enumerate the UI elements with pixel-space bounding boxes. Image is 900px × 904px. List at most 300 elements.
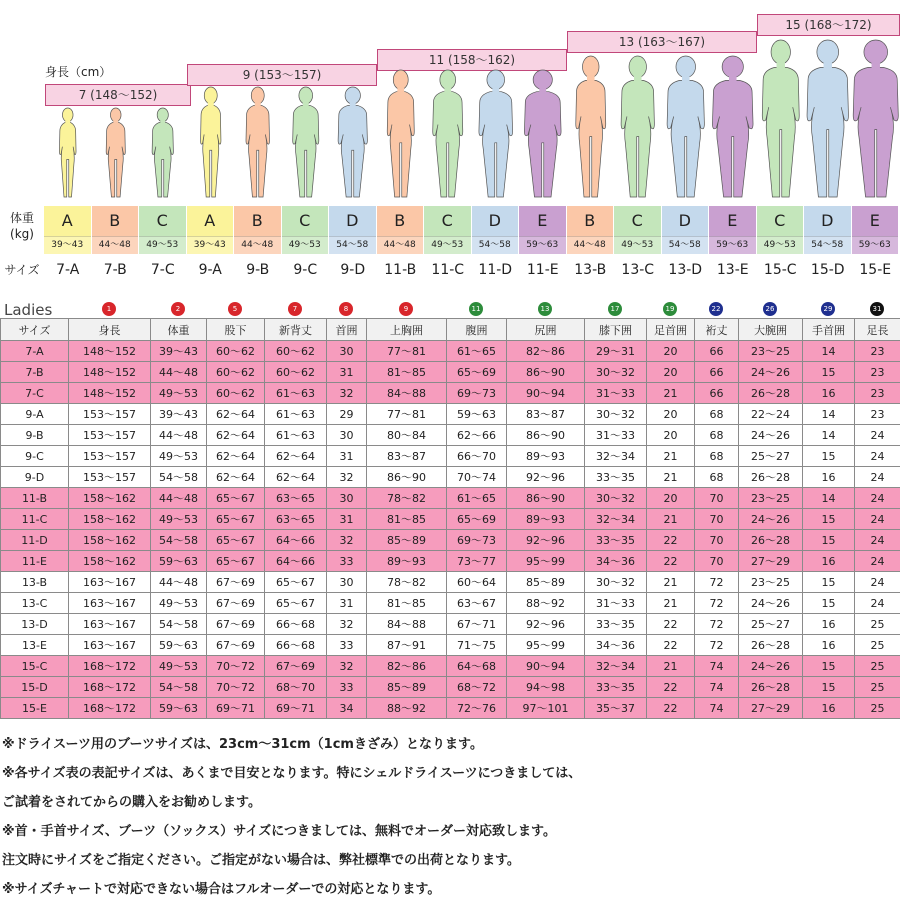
table-cell: 70〜72: [207, 677, 265, 698]
weight-range: 49〜53: [282, 236, 329, 255]
table-cell: 62〜64: [265, 446, 327, 467]
table-cell: 86〜90: [507, 425, 585, 446]
table-cell: 30〜32: [585, 572, 647, 593]
table-cell: 33〜35: [585, 677, 647, 698]
table-cell: 74: [695, 656, 739, 677]
column-header: サイズ: [1, 319, 69, 341]
body-figure-9-A: [187, 0, 235, 210]
table-cell: 31: [327, 593, 367, 614]
table-cell: 54〜58: [151, 614, 207, 635]
weight-cell-11-C: [424, 206, 472, 254]
table-cell: 39〜43: [151, 341, 207, 362]
column-header: 腹囲: [447, 319, 507, 341]
table-cell: 66: [695, 341, 739, 362]
table-cell: 23: [855, 404, 900, 425]
table-row: [1, 698, 900, 719]
table-cell: 30: [327, 425, 367, 446]
table-cell: 70: [695, 509, 739, 530]
table-cell: 72: [695, 614, 739, 635]
height-band-1: 7 (148〜152): [45, 84, 191, 106]
table-cell: 20: [647, 425, 695, 446]
table-cell: 16: [803, 551, 855, 572]
table-cell: 9-C: [1, 446, 69, 467]
table-cell: 59〜63: [151, 551, 207, 572]
table-cell: 29: [327, 404, 367, 425]
table-cell: 59〜63: [151, 635, 207, 656]
weight-range: 39〜43: [187, 236, 234, 255]
table-cell: 7-C: [1, 383, 69, 404]
table-cell: 67〜69: [265, 656, 327, 677]
table-cell: 60〜64: [447, 572, 507, 593]
table-cell: 49〜53: [151, 509, 207, 530]
table-cell: 49〜53: [151, 446, 207, 467]
table-cell: 69〜71: [265, 698, 327, 719]
weight-row-label: 体重 (kg): [0, 210, 44, 242]
weight-range: 49〜53: [757, 236, 804, 255]
table-cell: 70: [695, 488, 739, 509]
table-cell: 23〜25: [739, 488, 803, 509]
size-cell-13-D: 13-D: [662, 257, 710, 283]
table-cell: 67〜71: [447, 614, 507, 635]
table-cell: 65〜69: [447, 362, 507, 383]
table-cell: 31〜33: [585, 593, 647, 614]
weight-range: 54〜58: [662, 236, 709, 255]
table-cell: 32〜34: [585, 446, 647, 467]
table-row: [1, 593, 900, 614]
table-cell: 82〜86: [507, 341, 585, 362]
table-cell: 64〜66: [265, 530, 327, 551]
table-cell: 153〜157: [69, 404, 151, 425]
weight-range: 59〜63: [852, 236, 899, 255]
table-cell: 89〜93: [507, 509, 585, 530]
column-marker-17: 17: [608, 302, 622, 316]
table-cell: 25: [855, 656, 900, 677]
table-cell: 33: [327, 551, 367, 572]
table-cell: 20: [647, 488, 695, 509]
table-cell: 63〜65: [265, 509, 327, 530]
table-cell: 64〜68: [447, 656, 507, 677]
weight-range: 39〜43: [44, 236, 91, 255]
table-cell: 66: [695, 383, 739, 404]
table-cell: 153〜157: [69, 425, 151, 446]
table-cell: 44〜48: [151, 425, 207, 446]
weight-cell-9-A: [187, 206, 235, 254]
table-cell: 32: [327, 467, 367, 488]
table-cell: 13-B: [1, 572, 69, 593]
column-marker-1: 1: [102, 302, 116, 316]
weight-class-letter: D: [804, 206, 851, 236]
table-cell: 77〜81: [367, 341, 447, 362]
table-cell: 11-B: [1, 488, 69, 509]
table-cell: 30: [327, 341, 367, 362]
table-row: [1, 530, 900, 551]
table-row: [1, 488, 900, 509]
table-cell: 158〜162: [69, 509, 151, 530]
table-cell: 30: [327, 488, 367, 509]
table-cell: 33〜35: [585, 530, 647, 551]
weight-cell-13-E: [709, 206, 757, 254]
table-cell: 66〜68: [265, 635, 327, 656]
column-marker-19: 19: [663, 302, 677, 316]
table-cell: 22: [647, 530, 695, 551]
column-marker-11: 11: [469, 302, 483, 316]
weight-cell-13-D: [662, 206, 710, 254]
table-cell: 90〜94: [507, 656, 585, 677]
note-line: 注文時にサイズをご指定ください。ご指定がない場合は、弊社標準での出荷となります。: [2, 846, 581, 875]
body-figure-11-C: [424, 0, 472, 210]
weight-class-letter: D: [329, 206, 376, 236]
table-cell: 97〜101: [507, 698, 585, 719]
table-cell: 44〜48: [151, 488, 207, 509]
height-band-4: 13 (163〜167): [567, 31, 757, 53]
table-cell: 33〜35: [585, 467, 647, 488]
table-cell: 24: [855, 425, 900, 446]
weight-class-letter: E: [709, 206, 756, 236]
table-cell: 15: [803, 446, 855, 467]
body-figure-11-B: [377, 0, 425, 210]
table-cell: 32〜34: [585, 509, 647, 530]
table-cell: 32: [327, 383, 367, 404]
table-cell: 70: [695, 551, 739, 572]
table-cell: 62〜64: [207, 467, 265, 488]
column-header: 大腕囲: [739, 319, 803, 341]
table-cell: 49〜53: [151, 593, 207, 614]
size-cell-15-D: 15-D: [804, 257, 852, 283]
column-header: 尻囲: [507, 319, 585, 341]
table-cell: 81〜85: [367, 509, 447, 530]
table-cell: 65〜67: [207, 488, 265, 509]
table-cell: 24: [855, 530, 900, 551]
weight-range: 49〜53: [139, 236, 186, 255]
table-cell: 86〜90: [507, 362, 585, 383]
table-cell: 22: [647, 698, 695, 719]
weight-cell-7-C: [139, 206, 187, 254]
table-cell: 65〜67: [265, 572, 327, 593]
table-cell: 66〜70: [447, 446, 507, 467]
table-cell: 7-A: [1, 341, 69, 362]
column-header: 体重: [151, 319, 207, 341]
table-cell: 81〜85: [367, 362, 447, 383]
table-cell: 31: [327, 362, 367, 383]
body-figure-7-B: [92, 0, 140, 210]
note-line: ※各サイズ表の表記サイズは、あくまで目安となります。特にシェルドライスーツにつきましては、: [2, 759, 581, 788]
table-cell: 83〜87: [507, 404, 585, 425]
body-figure-9-D: [329, 0, 377, 210]
table-cell: 13-D: [1, 614, 69, 635]
table-cell: 15: [803, 593, 855, 614]
weight-cell-15-D: [804, 206, 852, 254]
table-cell: 153〜157: [69, 446, 151, 467]
table-cell: 65〜69: [447, 509, 507, 530]
table-cell: 22: [647, 614, 695, 635]
table-cell: 31: [327, 446, 367, 467]
table-cell: 63〜67: [447, 593, 507, 614]
weight-class-letter: A: [44, 206, 91, 236]
size-cell-13-E: 13-E: [709, 257, 757, 283]
table-cell: 22〜24: [739, 404, 803, 425]
table-cell: 72〜76: [447, 698, 507, 719]
table-cell: 27〜29: [739, 551, 803, 572]
table-cell: 95〜99: [507, 551, 585, 572]
table-cell: 163〜167: [69, 635, 151, 656]
table-cell: 24: [855, 488, 900, 509]
size-cell-11-C: 11-C: [424, 257, 472, 283]
table-cell: 68: [695, 404, 739, 425]
table-cell: 59〜63: [447, 404, 507, 425]
weight-cell-9-C: [282, 206, 330, 254]
table-cell: 168〜172: [69, 698, 151, 719]
table-row: [1, 383, 900, 404]
size-cell-11-E: 11-E: [519, 257, 567, 283]
table-cell: 92〜96: [507, 467, 585, 488]
table-row: [1, 404, 900, 425]
table-cell: 24〜26: [739, 362, 803, 383]
table-cell: 24: [855, 593, 900, 614]
weight-cell-11-E: [519, 206, 567, 254]
table-header-row: [1, 319, 900, 341]
weight-cell-15-E: [852, 206, 900, 254]
notes: [2, 730, 581, 904]
weight-class-letter: E: [519, 206, 566, 236]
table-cell: 34〜36: [585, 635, 647, 656]
table-cell: 20: [647, 362, 695, 383]
table-cell: 65〜67: [207, 509, 265, 530]
table-cell: 54〜58: [151, 530, 207, 551]
table-cell: 22: [647, 635, 695, 656]
weight-class-letter: E: [852, 206, 899, 236]
table-cell: 26〜28: [739, 635, 803, 656]
weight-class-letter: B: [92, 206, 139, 236]
table-cell: 72: [695, 572, 739, 593]
table-cell: 69〜73: [447, 383, 507, 404]
table-cell: 27〜29: [739, 698, 803, 719]
table-cell: 67〜69: [207, 572, 265, 593]
table-row: [1, 425, 900, 446]
table-cell: 65〜67: [265, 593, 327, 614]
column-header: 膝下囲: [585, 319, 647, 341]
table-cell: 11-D: [1, 530, 69, 551]
table-cell: 148〜152: [69, 383, 151, 404]
weight-range: 44〜48: [377, 236, 424, 255]
table-cell: 32: [327, 614, 367, 635]
table-cell: 9-D: [1, 467, 69, 488]
table-cell: 33: [327, 635, 367, 656]
table-cell: 26〜28: [739, 677, 803, 698]
weight-cell-13-B: [567, 206, 615, 254]
body-figure-15-E: [852, 0, 900, 210]
table-cell: 65〜67: [207, 530, 265, 551]
weight-range: 44〜48: [92, 236, 139, 255]
table-cell: 16: [803, 383, 855, 404]
table-cell: 33: [327, 677, 367, 698]
table-cell: 14: [803, 404, 855, 425]
height-label: 身長（cm）: [45, 63, 111, 80]
table-cell: 22: [647, 677, 695, 698]
table-cell: 39〜43: [151, 404, 207, 425]
column-marker-22: 22: [709, 302, 723, 316]
column-marker-7: 7: [288, 302, 302, 316]
table-cell: 67〜69: [207, 593, 265, 614]
body-figure-9-C: [282, 0, 330, 210]
table-cell: 69〜73: [447, 530, 507, 551]
table-cell: 61〜65: [447, 341, 507, 362]
size-cell-15-E: 15-E: [852, 257, 900, 283]
column-header: 手首囲: [803, 319, 855, 341]
body-figure-11-D: [472, 0, 520, 210]
table-cell: 31: [327, 509, 367, 530]
table-cell: 21: [647, 572, 695, 593]
table-cell: 25: [855, 698, 900, 719]
table-cell: 62〜64: [207, 404, 265, 425]
table-cell: 153〜157: [69, 467, 151, 488]
table-row: [1, 614, 900, 635]
table-cell: 9-B: [1, 425, 69, 446]
table-cell: 49〜53: [151, 656, 207, 677]
table-cell: 62〜64: [207, 446, 265, 467]
table-cell: 61〜65: [447, 488, 507, 509]
weight-cell-7-A: [44, 206, 92, 254]
size-cell-9-B: 9-B: [234, 257, 282, 283]
height-band-2: 9 (153〜157): [187, 64, 377, 86]
table-cell: 20: [647, 404, 695, 425]
column-header: 首囲: [327, 319, 367, 341]
table-cell: 30〜32: [585, 404, 647, 425]
weight-class-letter: D: [662, 206, 709, 236]
table-cell: 26〜28: [739, 530, 803, 551]
size-cell-7-A: 7-A: [44, 257, 92, 283]
table-cell: 34: [327, 698, 367, 719]
table-cell: 21: [647, 509, 695, 530]
table-cell: 49〜53: [151, 383, 207, 404]
table-cell: 24: [855, 551, 900, 572]
table-cell: 60〜62: [265, 362, 327, 383]
weight-cell-11-B: [377, 206, 425, 254]
column-marker-9: 9: [399, 302, 413, 316]
body-figure-9-B: [234, 0, 282, 210]
size-cell-7-C: 7-C: [139, 257, 187, 283]
table-cell: 20: [647, 341, 695, 362]
table-row: [1, 572, 900, 593]
size-row-label: サイズ: [0, 257, 44, 283]
weight-cell-11-D: [472, 206, 520, 254]
table-cell: 81〜85: [367, 593, 447, 614]
weight-cell-9-D: [329, 206, 377, 254]
table-cell: 62〜64: [207, 425, 265, 446]
table-cell: 25: [855, 614, 900, 635]
weight-class-letter: C: [424, 206, 471, 236]
table-cell: 24〜26: [739, 656, 803, 677]
body-figure-13-C: [614, 0, 662, 210]
table-cell: 14: [803, 341, 855, 362]
table-cell: 21: [647, 467, 695, 488]
table-cell: 24: [855, 572, 900, 593]
column-marker-31: 31: [870, 302, 884, 316]
table-cell: 44〜48: [151, 362, 207, 383]
table-cell: 74: [695, 677, 739, 698]
table-row: [1, 509, 900, 530]
table-cell: 168〜172: [69, 656, 151, 677]
table-cell: 148〜152: [69, 341, 151, 362]
table-cell: 72: [695, 593, 739, 614]
table-cell: 32〜34: [585, 656, 647, 677]
table-cell: 66〜68: [265, 614, 327, 635]
body-figure-7-C: [139, 0, 187, 210]
table-cell: 13-E: [1, 635, 69, 656]
weight-range: 49〜53: [614, 236, 661, 255]
table-cell: 34〜36: [585, 551, 647, 572]
table-cell: 60〜62: [207, 383, 265, 404]
note-line: ※サイズチャートで対応できない場合はフルオーダーでの対応となります。: [2, 875, 581, 904]
weight-class-letter: C: [614, 206, 661, 236]
table-cell: 65〜67: [207, 551, 265, 572]
table-cell: 62〜64: [265, 467, 327, 488]
note-line: ご試着をされてからの購入をお勧めします。: [2, 788, 581, 817]
weight-class-letter: B: [234, 206, 281, 236]
table-cell: 33〜35: [585, 614, 647, 635]
column-header: 上胸囲: [367, 319, 447, 341]
size-cell-7-B: 7-B: [92, 257, 140, 283]
table-cell: 72: [695, 635, 739, 656]
table-cell: 148〜152: [69, 362, 151, 383]
weight-cell-13-C: [614, 206, 662, 254]
weight-cell-15-C: [757, 206, 805, 254]
weight-class-letter: C: [139, 206, 186, 236]
size-cell-11-D: 11-D: [472, 257, 520, 283]
weight-range: 49〜53: [424, 236, 471, 255]
note-line: ※首・手首サイズ、ブーツ（ソックス）サイズにつきましては、無料でオーダー対応致します。: [2, 817, 581, 846]
weight-cell-7-B: [92, 206, 140, 254]
weight-cell-9-B: [234, 206, 282, 254]
height-band-3: 11 (158〜162): [377, 49, 567, 71]
table-cell: 11-C: [1, 509, 69, 530]
table-cell: 16: [803, 467, 855, 488]
column-header: 裄丈: [695, 319, 739, 341]
table-cell: 13-C: [1, 593, 69, 614]
column-marker-29: 29: [821, 302, 835, 316]
table-cell: 90〜94: [507, 383, 585, 404]
table-cell: 82〜86: [367, 656, 447, 677]
body-figure-15-C: [757, 0, 805, 210]
table-cell: 70〜72: [207, 656, 265, 677]
weight-class-letter: D: [472, 206, 519, 236]
table-cell: 60〜62: [207, 362, 265, 383]
table-cell: 24: [855, 446, 900, 467]
table-cell: 66: [695, 362, 739, 383]
body-figure-15-D: [804, 0, 852, 210]
column-marker-26: 26: [763, 302, 777, 316]
table-cell: 26〜28: [739, 467, 803, 488]
table-cell: 85〜89: [367, 530, 447, 551]
table-cell: 63〜65: [265, 488, 327, 509]
table-row: [1, 341, 900, 362]
table-cell: 94〜98: [507, 677, 585, 698]
table-row: [1, 677, 900, 698]
table-cell: 163〜167: [69, 614, 151, 635]
table-cell: 15: [803, 677, 855, 698]
table-cell: 92〜96: [507, 530, 585, 551]
table-cell: 24: [855, 467, 900, 488]
height-band-5: 15 (168〜172): [757, 14, 900, 36]
table-cell: 24〜26: [739, 425, 803, 446]
table-cell: 23: [855, 341, 900, 362]
size-cell-9-D: 9-D: [329, 257, 377, 283]
table-cell: 61〜63: [265, 383, 327, 404]
table-row: [1, 656, 900, 677]
table-cell: 163〜167: [69, 593, 151, 614]
table-cell: 22: [647, 551, 695, 572]
table-cell: 16: [803, 614, 855, 635]
table-cell: 16: [803, 698, 855, 719]
